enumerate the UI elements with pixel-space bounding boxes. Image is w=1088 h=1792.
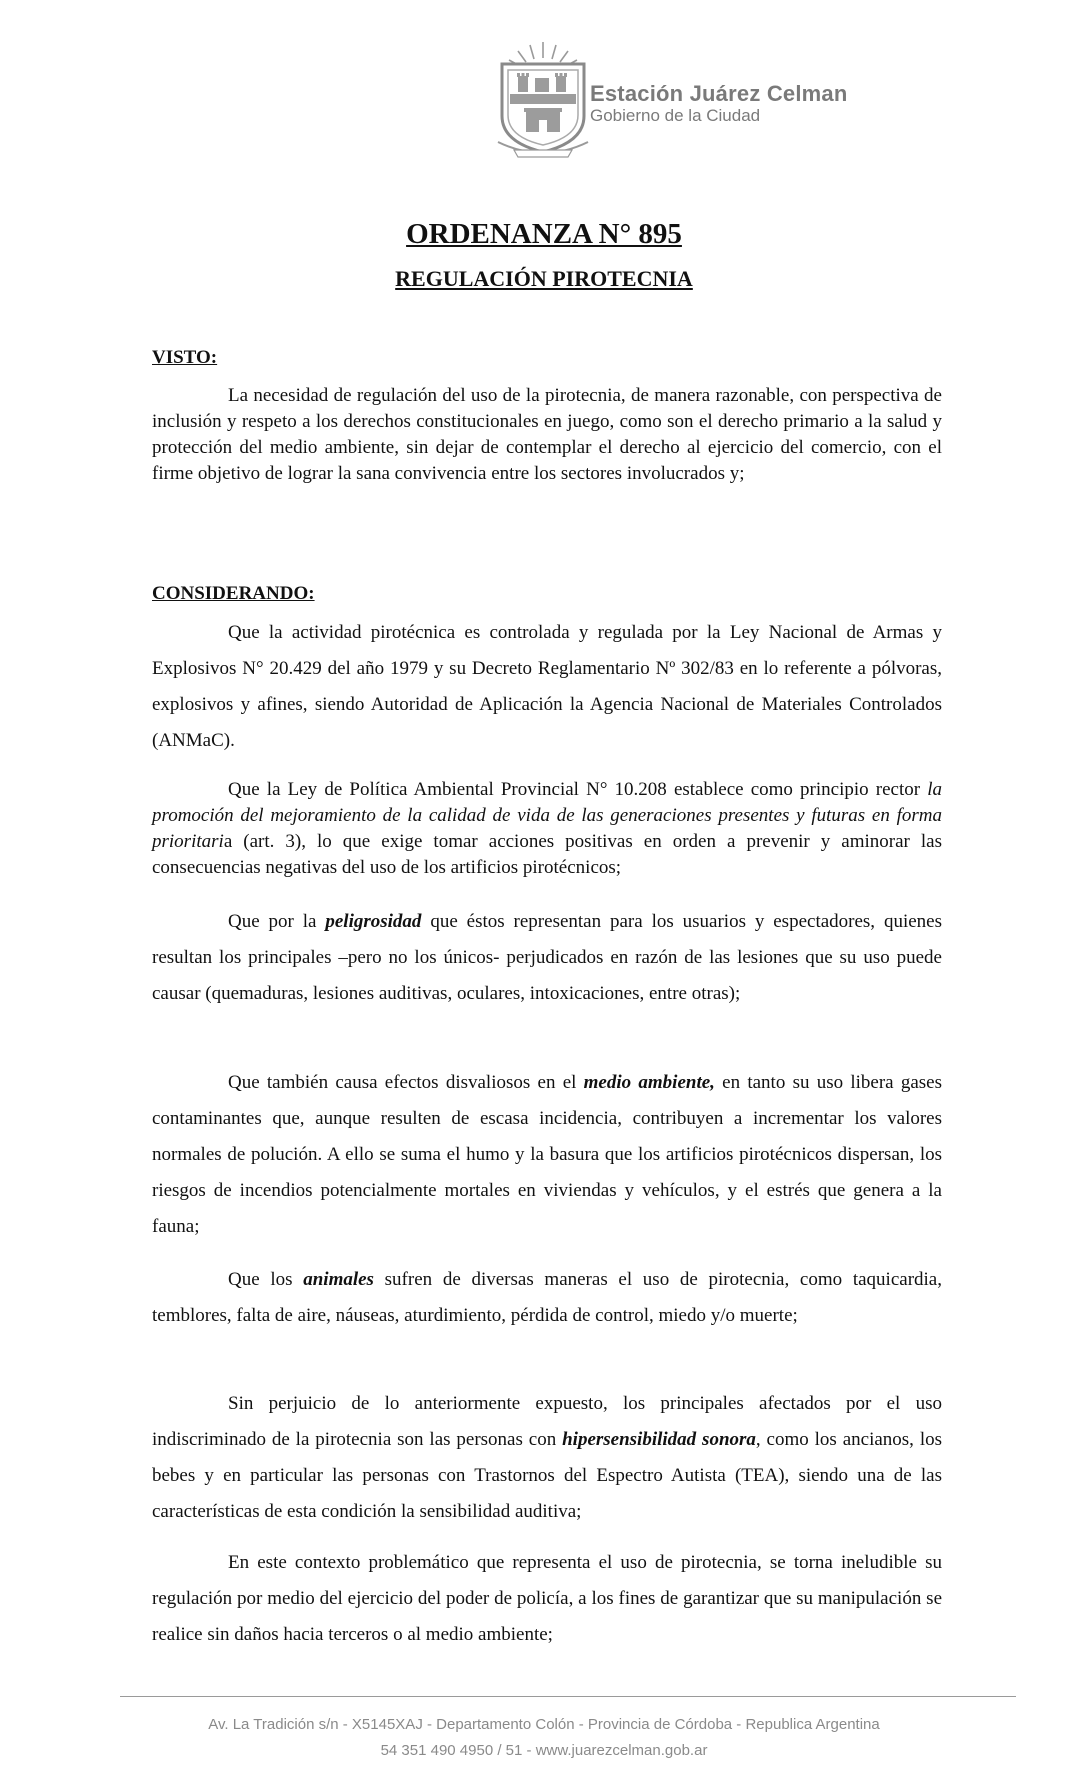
emphasis-text: la promoción del mejoramiento de la calidad de vida de las generaciones presentes y futuras en forma prioritari xyxy=(152,779,942,852)
visto-paragraph xyxy=(152,383,942,487)
organization-name: Estación Juárez Celman xyxy=(590,81,848,106)
document-title: ORDENANZA N° 895 xyxy=(406,218,682,250)
considerando-paragraph-4 xyxy=(152,1065,942,1245)
text-run: a (art. 3), lo que exige tomar acciones positivas en orden a prevenir y aminorar las consecuencias negativas del uso de los artificios pirotécnicos; xyxy=(152,831,942,878)
emphasis-text: animales xyxy=(303,1269,374,1290)
footer-address: Av. La Tradición s/n - X5145XAJ - Departamento Colón - Provincia de Córdoba - Republica Argentina xyxy=(208,1716,880,1733)
paragraph-text xyxy=(152,904,942,1012)
paragraph-text xyxy=(152,777,942,881)
text-run: Que también causa efectos disvaliosos en el xyxy=(228,1072,584,1093)
footer-divider xyxy=(120,1696,1016,1697)
visto-heading: VISTO: xyxy=(152,347,218,368)
paragraph-text: Que la actividad pirotécnica es controlada y regulada por la Ley Nacional de Armas y Explosivos N° 20.429 del año 1979 y su Decreto Reglamentario Nº 302/83 en lo referente a pólvoras, explosivos y afines, siendo Autoridad de Aplicación la Agencia Nacional de Materiales Controlados (ANMaC). xyxy=(152,622,942,751)
considerando-paragraph-5 xyxy=(152,1262,942,1334)
paragraph-text xyxy=(152,1262,942,1334)
text-run: Que los xyxy=(228,1269,304,1290)
considerando-paragraph-2 xyxy=(152,777,942,881)
emphasis-text: medio ambiente, xyxy=(583,1072,715,1093)
footer-contact: 54 351 490 4950 / 51 - www.juarezcelman.gob.ar xyxy=(380,1742,708,1759)
considerando-paragraph-3 xyxy=(152,904,942,1012)
paragraph-text xyxy=(152,1386,942,1530)
document-subtitle: REGULACIÓN PIROTECNIA xyxy=(395,266,693,291)
paragraph-text: En este contexto problemático que representa el uso de pirotecnia, se torna ineludible su regulación por medio del ejercicio del poder de policía, a los fines de garantizar que su manipulación se realice sin daños hacia terceros o al medio ambiente; xyxy=(152,1552,942,1645)
text-run: Que la Ley de Política Ambiental Provincial N° 10.208 establece como principio rector xyxy=(228,779,928,800)
text-run: Que por la xyxy=(228,911,326,932)
organization-subtitle: Gobierno de la Ciudad xyxy=(590,106,761,125)
emphasis-text: hipersensibilidad sonora xyxy=(562,1429,756,1450)
organization-name-block xyxy=(590,82,848,126)
considerando-paragraph-7 xyxy=(152,1545,942,1653)
emphasis-text: peligrosidad xyxy=(325,911,422,932)
text-run: que éstos representan para los usuarios y espectadores, quienes resultan los principales –pero no los únicos- perjudicados en razón de las lesiones que su uso puede causar (quemaduras, lesiones auditivas, oculares, intoxicaciones, entre otras); xyxy=(152,911,942,1004)
text-run: sufren de diversas maneras el uso de pirotecnia, como taquicardia, temblores, falta de aire, náuseas, aturdimiento, pérdida de control, miedo y/o muerte; xyxy=(152,1269,942,1326)
paragraph-text xyxy=(152,1065,942,1245)
considerando-paragraph-6 xyxy=(152,1386,942,1530)
text-run: , como los ancianos, los bebes y en particular las personas con Trastornos del Espectro Autista (TEA), siendo una de las características de esta condición la sensibilidad auditiva; xyxy=(152,1429,942,1522)
municipal-coat-of-arms-icon xyxy=(488,38,598,162)
considerando-heading: CONSIDERANDO: xyxy=(152,583,315,604)
text-run: Sin perjuicio de lo anteriormente expuesto, los principales afectados por el uso indiscriminado de la pirotecnia son las personas con xyxy=(152,1393,942,1450)
visto-text: La necesidad de regulación del uso de la pirotecnia, de manera razonable, con perspectiva de inclusión y respeto a los derechos constitucionales en juego, como son el derecho primario a la salud y protección del medio ambiente, sin dejar de contemplar el derecho al ejercicio del comercio, con el firme objetivo de lograr la sana convivencia entre los sectores involucrados y; xyxy=(152,385,942,484)
considerando-paragraph-1 xyxy=(152,615,942,759)
text-run: en tanto su uso libera gases contaminantes que, aunque resulten de escasa incidencia, contribuyen a incrementar los valores normales de polución. A ello se suma el humo y la basura que los artificios pirotécnicos dispersan, los riesgos de incendios potencialmente mortales en viviendas y vehículos, y el estrés que genera a la fauna; xyxy=(152,1072,942,1237)
